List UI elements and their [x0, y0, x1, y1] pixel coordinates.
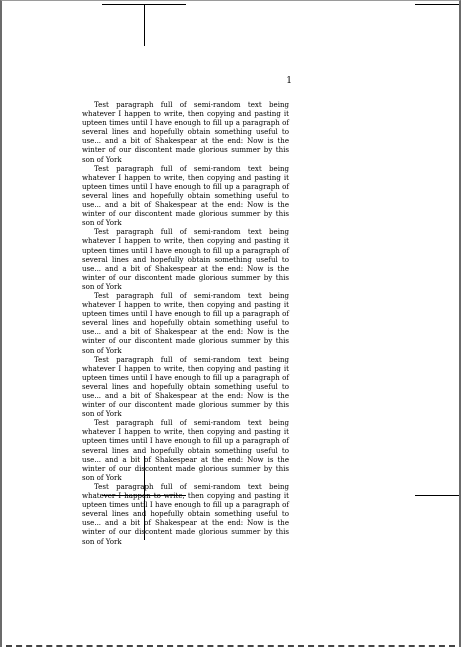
paragraph: Test paragraph full of semi-random text being whatever I happen to write, then copying and pasting it upteen times until I have enough to fill up a paragraph of several lines and hopefully obtain something useful to use... and a bit of Shakespear at the end: Now is the winter of our discontent made glorious summer by this son of York [82, 100, 289, 164]
body-text [82, 100, 289, 546]
crop-mark-top-right-horizontal [415, 4, 461, 5]
crop-mark-top-left-vertical [144, 4, 145, 46]
paragraph: Test paragraph full of semi-random text being whatever I happen to write, then copying and pasting it upteen times until I have enough to fill up a paragraph of several lines and hopefully obtain something useful to use... and a bit of Shakespear at the end: Now is the winter of our discontent made glorious summer by this son of York [82, 481, 289, 546]
paragraph: Test paragraph full of semi-random text being whatever I happen to write, then copying and pasting it upteen times until I have enough to fill up a paragraph of several lines and hopefully obtain something useful to use... and a bit of Shakespear at the end: Now is the winter of our discontent made glorious summer by this son of York [82, 227, 289, 291]
paragraph: Test paragraph full of semi-random text being whatever I happen to write, then copying and pasting it upteen times until I have enough to fill up a paragraph of several lines and hopefully obtain something useful to use... and a bit of Shakespear at the end: Now is the winter of our discontent made glorious summer by this son of York [82, 418, 289, 482]
paragraph: Test paragraph full of semi-random text being whatever I happen to write, then copying and pasting it upteen times until I have enough to fill up a paragraph of several lines and hopefully obtain something useful to use... and a bit of Shakespear at the end: Now is the winter of our discontent made glorious summer by this son of York [82, 290, 289, 355]
paragraph: Test paragraph full of semi-random text being whatever I happen to write, then copying and pasting it upteen times until I have enough to fill up a paragraph of several lines and hopefully obtain something useful to use... and a bit of Shakespear at the end: Now is the winter of our discontent made glorious summer by this son of York [82, 354, 289, 419]
paragraph: Test paragraph full of semi-random text being whatever I happen to write, then copying and pasting it upteen times until I have enough to fill up a paragraph of several lines and hopefully obtain something useful to use... and a bit of Shakespear at the end: Now is the winter of our discontent made glorious summer by this son of York [82, 163, 289, 228]
page-number: 1 [286, 76, 292, 86]
crop-mark-bottom-right-horizontal [415, 495, 461, 496]
